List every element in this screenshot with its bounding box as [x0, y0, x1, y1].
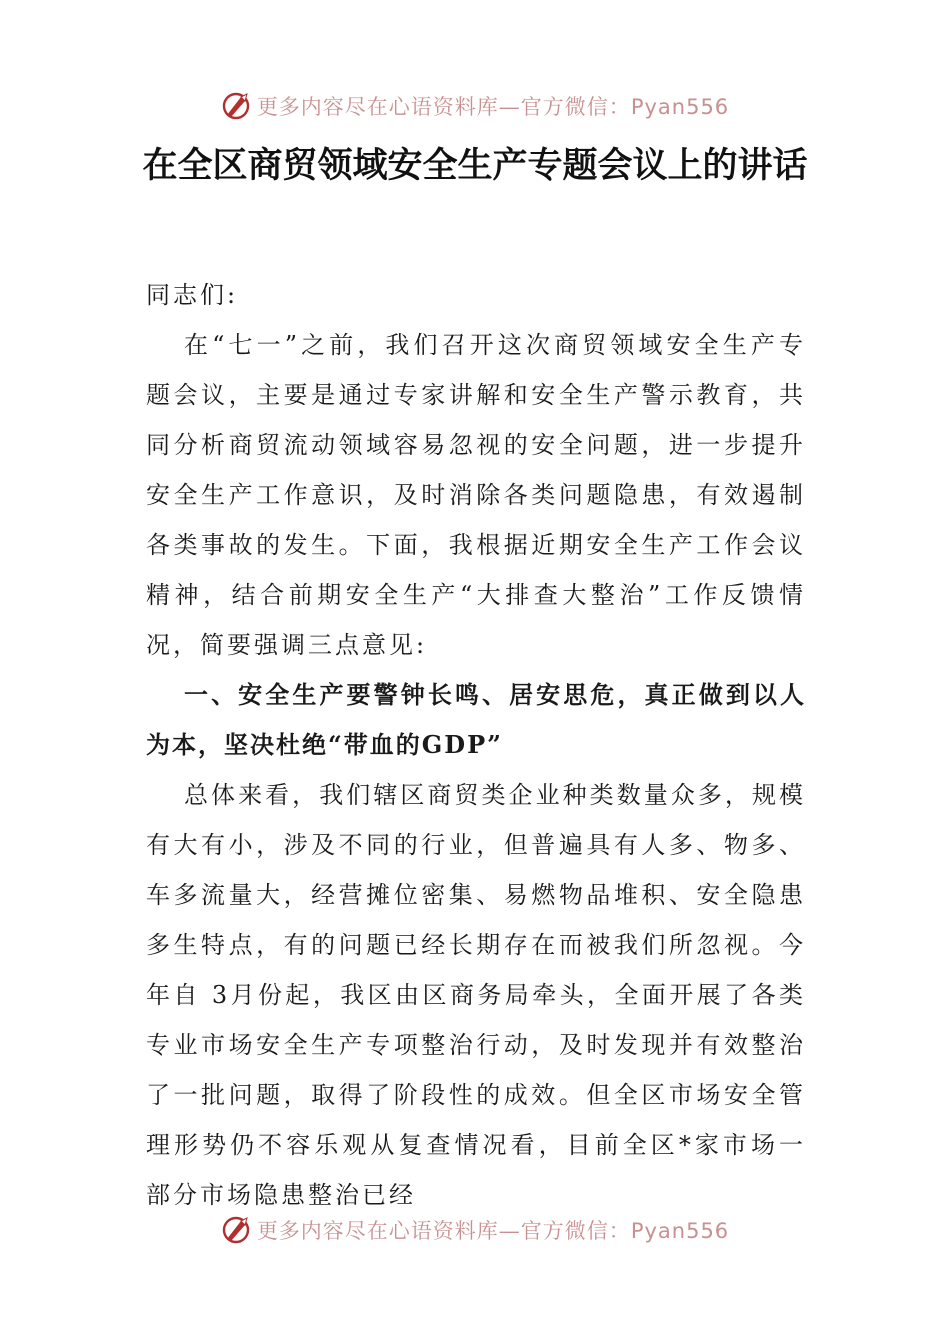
paragraph-intro: 在“七一”之前，我们召开这次商贸领域安全生产专题会议，主要是通过专家讲解和安全生产警示教育，共同分析商贸流动领域容易忽视的安全问题，进一步提升安全生产工作意识，及时消除各类问题隐患，有效遏制各类事故的发生。下面，我根据近期安全生产工作会议精神，结合前期安全生产“大排查大整治”工作反馈情况，简要强调三点意见:	[146, 331, 806, 659]
watermark-footer	[0, 1210, 950, 1250]
pen-logo-icon	[221, 91, 251, 121]
salutation: 同志们:	[146, 281, 239, 309]
document-body	[146, 270, 806, 1220]
paragraph-section-1: 总体来看，我们辖区商贸类企业种类数量众多，规模有大有小，涉及不同的行业，但普遍具有人多、物多、车多流量大，经营摊位密集、易燃物品堆积、安全隐患多生特点，有的问题已经长期存在而被我们所忽视。今年自 3月份起，我区由区商务局牵头，全面开展了各类专业市场安全生产专项整治行动，及时发现并有效整治了一批问题，取得了阶段性的成效。但全区市场安全管理形势仍不容乐观从复查情况看，目前全区*家市场一部分市场隐患整治已经	[146, 781, 806, 1209]
watermark-text: 更多内容尽在心语资料库—官方微信：Pyan556	[256, 1219, 730, 1243]
document-title: 在全区商贸领域安全生产专题会议上的讲话	[142, 145, 808, 186]
pen-logo-icon	[221, 1215, 251, 1245]
watermark-header	[0, 86, 950, 126]
section-heading-1: 一、安全生产要警钟长鸣、居安思危，真正做到以人为本，坚决杜绝“带血的GDP”	[146, 680, 806, 759]
watermark-text: 更多内容尽在心语资料库—官方微信：Pyan556	[256, 95, 730, 119]
